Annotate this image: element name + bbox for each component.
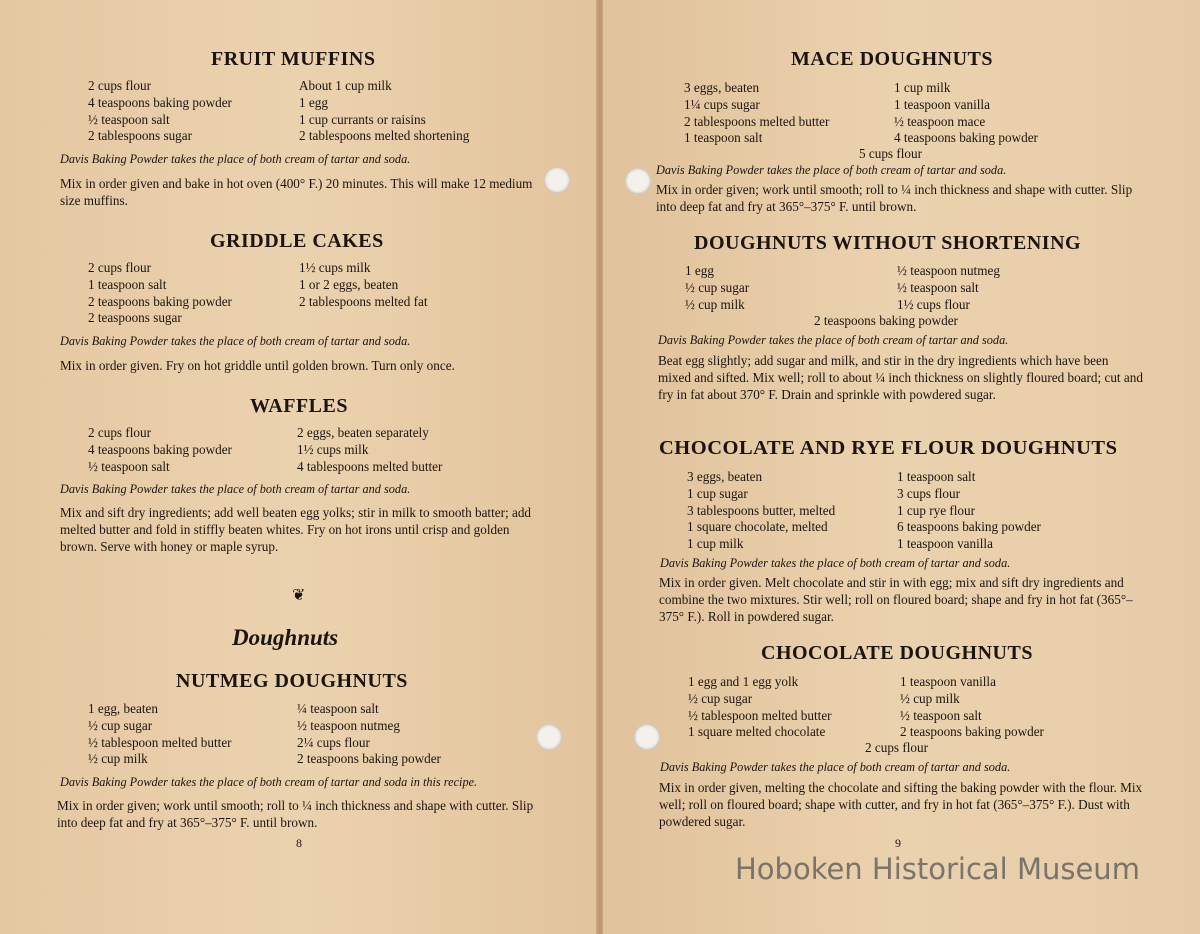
ingredient: 3 eggs, beaten (684, 80, 760, 95)
left-page (0, 0, 597, 934)
directions: Mix in order given and bake in hot oven (400° F.) 20 minutes. This will make 12 medium size muffins. (60, 176, 533, 208)
ingredient: 1 cup sugar (687, 485, 748, 501)
ingredient: 2 tablespoons sugar (88, 128, 193, 144)
baking-powder-note: Davis Baking Powder takes the place of both cream of tartar and soda. (60, 334, 411, 348)
punch-hole (544, 167, 570, 193)
ingredient: 1¼ cups sugar (684, 96, 760, 112)
ingredients-col1 (688, 674, 832, 741)
directions: Mix in order given. Melt chocolate and stir in with egg; mix and sift dry ingredients and combine the two mixtures. Stir well; roll on floured board; shape and fry in hot fat (365°–375° F.). Roll in powdered sugar. (659, 575, 1133, 624)
ingredient: ½ teaspoon salt (88, 458, 170, 474)
recipe-title: FRUIT MUFFINS (211, 48, 376, 70)
ingredient: ½ cup sugar (688, 690, 753, 706)
ingredients-col2 (299, 78, 469, 145)
recipe-title: GRIDDLE CAKES (210, 230, 384, 252)
ingredients-col2 (297, 425, 442, 475)
ingredients-col1 (88, 260, 232, 327)
punch-hole (536, 724, 562, 750)
ingredient: 2 tablespoons melted butter (684, 113, 830, 129)
ingredients-col2 (299, 260, 428, 310)
ingredient: 3 eggs, beaten (687, 469, 763, 484)
ingredient: ½ cup sugar (685, 279, 750, 295)
ingredient: 1 square chocolate, melted (687, 519, 828, 535)
recipe-title: DOUGHNUTS WITHOUT SHORTENING (694, 232, 1082, 254)
baking-powder-note: Davis Baking Powder takes the place of both cream of tartar and soda. (660, 556, 1011, 570)
section-heading: Doughnuts (232, 625, 339, 650)
ingredient: ½ teaspoon salt (88, 111, 170, 127)
ingredient: 1 or 2 eggs, beaten (299, 276, 399, 292)
ingredient: 2 teaspoons baking powder (88, 293, 232, 309)
ingredient: 2 teaspoons baking powder (900, 724, 1044, 740)
ingredient: 1 cup milk (687, 536, 744, 552)
ingredients-col1 (88, 701, 232, 768)
ingredient: 4 tablespoons melted butter (297, 458, 443, 474)
punch-hole (634, 724, 660, 750)
ingredient: ¼ teaspoon salt (297, 701, 379, 716)
museum-watermark: Hoboken Historical Museum (735, 852, 1140, 886)
ingredient: 6 teaspoons baking powder (897, 519, 1041, 535)
ingredient: 2 tablespoons melted fat (299, 293, 428, 309)
ingredient-centered: 2 cups flour (865, 740, 928, 755)
ingredients-col1 (88, 425, 232, 475)
ingredients-col2 (897, 263, 1000, 313)
baking-powder-note: Davis Baking Powder takes the place of both cream of tartar and soda in this recipe. (60, 775, 478, 789)
ingredient: 2¼ cups flour (297, 734, 370, 750)
baking-powder-note: Davis Baking Powder takes the place of both cream of tartar and soda. (656, 163, 1007, 177)
ingredient: ½ teaspoon mace (894, 113, 986, 129)
ingredient: 1 egg (299, 94, 328, 110)
ingredient: 2 cups flour (88, 260, 151, 275)
ingredient: 2 eggs, beaten separately (297, 425, 429, 440)
ingredient: 3 tablespoons butter, melted (687, 502, 836, 518)
ingredient: About 1 cup milk (299, 78, 392, 93)
ingredient: ½ teaspoon nutmeg (897, 263, 1000, 278)
ingredient: 4 teaspoons baking powder (88, 94, 232, 110)
recipe-title: NUTMEG DOUGHNUTS (176, 670, 408, 692)
ingredient: 1½ cups flour (897, 296, 970, 312)
baking-powder-note: Davis Baking Powder takes the place of both cream of tartar and soda. (660, 760, 1011, 774)
ingredient: 1 teaspoon salt (684, 130, 763, 146)
ingredients-col2 (897, 469, 1041, 553)
directions: Mix in order given. Fry on hot griddle until golden brown. Turn only once. (60, 358, 455, 373)
ingredient: 4 teaspoons baking powder (88, 441, 232, 457)
ingredient: ½ cup milk (685, 296, 745, 312)
page-number: 9 (895, 836, 901, 850)
ingredient: 2 tablespoons melted shortening (299, 128, 470, 144)
ingredient-centered: 5 cups flour (859, 146, 922, 161)
recipe-title: CHOCOLATE AND RYE FLOUR DOUGHNUTS (659, 437, 1118, 459)
baking-powder-note: Davis Baking Powder takes the place of both cream of tartar and soda. (60, 482, 411, 496)
ingredient: ½ cup sugar (88, 717, 153, 733)
ingredient: ½ cup milk (900, 690, 960, 706)
ingredients-col1 (687, 469, 835, 553)
page-number: 8 (296, 836, 302, 850)
ingredients-col2 (297, 701, 441, 768)
ingredient: 1 square melted chocolate (688, 724, 826, 740)
ingredients-col1 (88, 78, 232, 145)
punch-hole (625, 168, 651, 194)
ingredient: 1 egg (685, 263, 714, 278)
ingredients-col1 (684, 80, 829, 147)
ingredient: 3 cups flour (897, 485, 960, 501)
ingredients-col2 (900, 674, 1044, 741)
ingredient: ½ cup milk (88, 751, 148, 767)
ingredient: ½ teaspoon salt (900, 707, 982, 723)
directions: Beat egg slightly; add sugar and milk, and stir in the dry ingredients which have been mixed and sifted. Mix well; roll to about ¼ inch thickness on slightly floured board; cut and fry in fat about 370° F. Drain and sprinkle with powdered sugar. (658, 353, 1143, 402)
ingredient: 1 cup milk (894, 80, 951, 95)
directions: Mix in order given, melting the chocolate and sifting the baking powder with the flour. Mix well; roll on floured board; shape with cutter, and fry in hot fat (365°–375° F.). Dust with powdered sugar. (659, 780, 1143, 829)
ingredient: 1½ cups milk (297, 441, 369, 457)
ingredient: 1 egg, beaten (88, 701, 158, 716)
ingredient: 1 teaspoon salt (897, 469, 976, 484)
recipe-title: CHOCOLATE DOUGHNUTS (761, 642, 1033, 664)
ornament-icon: ❦ (292, 585, 306, 604)
ingredient: 1 cup currants or raisins (299, 111, 426, 127)
ingredient: 4 teaspoons baking powder (894, 130, 1038, 146)
ingredients-col1 (685, 263, 749, 313)
ingredient: 1 cup rye flour (897, 502, 975, 518)
ingredient: 1 teaspoon vanilla (894, 96, 990, 112)
recipe-title: WAFFLES (250, 395, 348, 417)
ingredient: 1 egg and 1 egg yolk (688, 674, 799, 689)
ingredient: ½ tablespoon melted butter (688, 707, 832, 723)
right-page (603, 0, 1200, 934)
ingredient: ½ tablespoon melted butter (88, 734, 232, 750)
recipe-title: MACE DOUGHNUTS (791, 48, 994, 70)
ingredient: 2 cups flour (88, 78, 151, 93)
ingredient-centered: 2 teaspoons baking powder (814, 313, 958, 328)
directions: Mix and sift dry ingredients; add well beaten egg yolks; stir in milk to smooth batter; add melted butter and fold in stiffly beaten whites. Fry on hot irons until crisp and golden brown. Serve with honey or maple syrup. (60, 505, 532, 554)
ingredient: 2 teaspoons sugar (88, 310, 182, 326)
ingredient: 1 teaspoon vanilla (897, 536, 993, 552)
ingredient: 2 teaspoons baking powder (297, 751, 441, 767)
ingredient: 2 cups flour (88, 425, 151, 440)
ingredient: ½ teaspoon nutmeg (297, 717, 400, 733)
ingredient: 1 teaspoon vanilla (900, 674, 996, 689)
baking-powder-note: Davis Baking Powder takes the place of both cream of tartar and soda. (658, 333, 1009, 347)
ingredient: 1½ cups milk (299, 260, 371, 275)
ingredients-col2 (894, 80, 1038, 147)
baking-powder-note: Davis Baking Powder takes the place of both cream of tartar and soda. (60, 152, 411, 166)
directions: Mix in order given; work until smooth; roll to ¼ inch thickness and shape with cutter. Slip into deep fat and fry at 365°–375° F. until brown. (57, 798, 534, 830)
directions: Mix in order given; work until smooth; roll to ¼ inch thickness and shape with cutter. Slip into deep fat and fry at 365°–375° F. until brown. (656, 182, 1133, 214)
ingredient: 1 teaspoon salt (88, 276, 167, 292)
ingredient: ½ teaspoon salt (897, 279, 979, 295)
